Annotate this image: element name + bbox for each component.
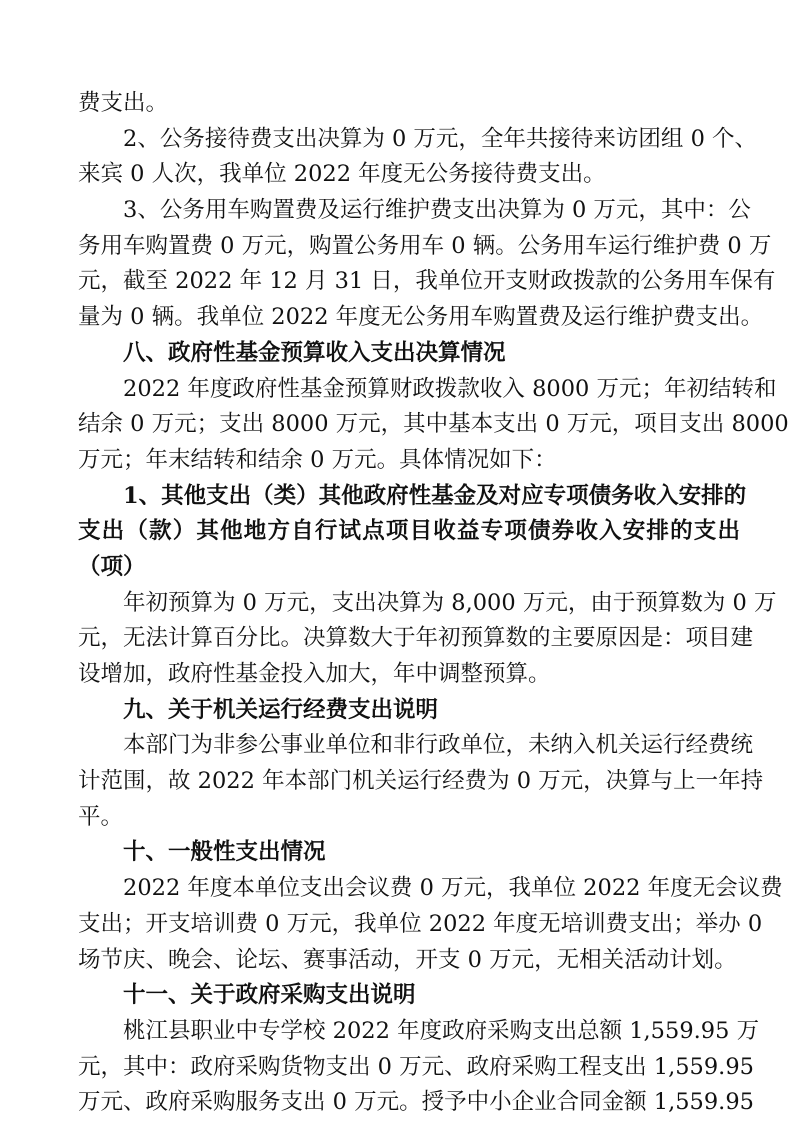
paragraph-line: 3、公务用车购置费及运行维护费支出决算为 0 万元，其中：公	[123, 197, 751, 224]
paragraph-line: 计范围，故 2022 年本部门机关运行经费为 0 万元，决算与上一年持	[78, 768, 764, 795]
section-heading-line: 1、其他支出（类）其他政府性基金及对应专项债务收入安排的	[123, 482, 747, 509]
section-heading-line: 支出（款）其他地方自行试点项目收益专项债券收入安排的支出	[78, 518, 740, 545]
paragraph-line: 费支出。	[78, 90, 169, 116]
paragraph-line: 场节庆、晚会、论坛、赛事活动，开支 0 万元，无相关活动计划。	[78, 946, 737, 973]
paragraph-line: 量为 0 辆。我单位 2022 年度无公务用车购置费及运行维护费支出。	[78, 304, 764, 331]
paragraph-line: 设增加，政府性基金投入加大，年中调整预算。	[78, 661, 551, 687]
paragraph-line: 来宾 0 人次，我单位 2022 年度无公务接待费支出。	[78, 161, 606, 188]
section-heading-line: 十一、关于政府采购支出说明	[123, 982, 416, 1009]
paragraph-line: 务用车购置费 0 万元，购置公务用车 0 辆。公务用车运行维护费 0 万	[78, 232, 772, 259]
section-heading-line: 十、一般性支出情况	[123, 839, 326, 866]
paragraph-line: 年初预算为 0 万元，支出决算为 8,000 万元，由于预算数为 0 万	[123, 589, 777, 616]
paragraph-line: 2022 年度政府性基金预算财政拨款收入 8000 万元；年初结转和	[123, 375, 777, 402]
paragraph-line: 元，截至 2022 年 12 月 31 日，我单位开支财政拨款的公务用车保有	[78, 268, 776, 295]
paragraph-line: 本部门为非参公事业单位和非行政单位，未纳入机关运行经费统	[123, 732, 754, 759]
section-heading-line: 九、关于机关运行经费支出说明	[123, 696, 439, 723]
paragraph-line: 万元；年末结转和结余 0 万元。具体情况如下：	[78, 446, 557, 473]
paragraph-line: 元，无法计算百分比。决算数大于年初预算数的主要原因是：项目建	[78, 625, 754, 652]
paragraph-line: 2022 年度本单位支出会议费 0 万元，我单位 2022 年度无会议费	[123, 875, 783, 902]
paragraph-line: 桃江县职业中专学校 2022 年度政府采购支出总额 1,559.95 万	[123, 1017, 760, 1044]
document-body	[78, 86, 789, 1121]
paragraph-line: 2、公务接待费支出决算为 0 万元，全年共接待来访团组 0 个、	[123, 125, 758, 152]
paragraph-line: 万元、政府采购服务支出 0 万元。授予中小企业合同金额 1,559.95	[78, 1089, 754, 1116]
paragraph-line: 支出；开支培训费 0 万元，我单位 2022 年度无培训费支出；举办 0	[78, 910, 763, 937]
paragraph-line: 平。	[78, 803, 124, 830]
paragraph-line: 元，其中：政府采购货物支出 0 万元、政府采购工程支出 1,559.95	[78, 1053, 754, 1080]
section-heading-line: （项）	[78, 553, 146, 580]
section-heading-line: 八、政府性基金预算收入支出决算情况	[123, 339, 506, 366]
paragraph-line: 结余 0 万元；支出 8000 万元，其中基本支出 0 万元，项目支出 8000	[78, 411, 789, 438]
